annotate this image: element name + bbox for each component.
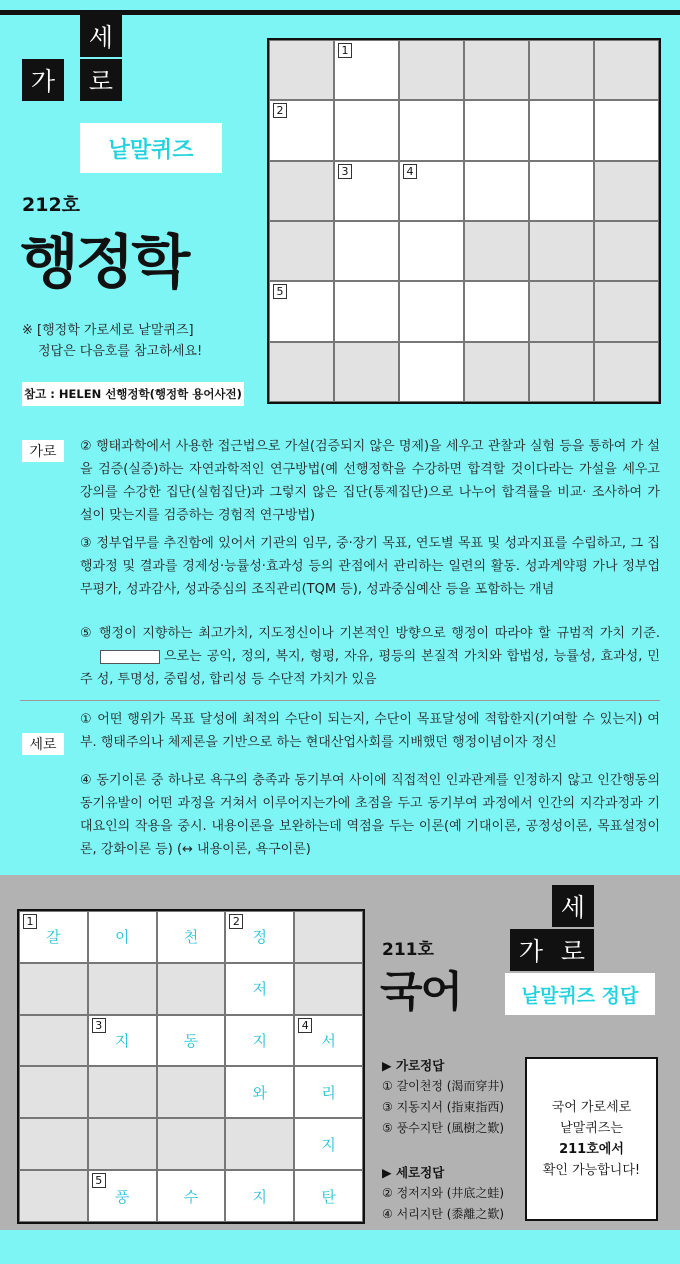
grid-cell[interactable] (529, 100, 594, 160)
across-clue-2: ② 행태과학에서 사용한 접근법으로 가설(검증되지 않은 명제)을 세우고 관찰과 실험 등을 통하여 가 설을 검증(실증)하는 자연과학적인 연구방법(예 선행정학을 수강하면 합격할 것이다라는 가설을 세우고 강의를 수강한 집단(실험집단)과 그렇지 않은 집단(통제집단)으로 나누어 합격률을 비교· 조사하여 가설이 맞는지를 검증하는 경험적 연구방법) (80, 439, 660, 523)
answer-letter: 지 (321, 1135, 336, 1154)
grid-cell (294, 963, 363, 1015)
logo-se: 세 (552, 885, 594, 927)
grid-cell[interactable] (334, 281, 399, 341)
grid-cell[interactable] (399, 100, 464, 160)
logo-ga: 가 (510, 929, 552, 971)
down-answer-heading: ▶ 세로정답 (382, 1165, 445, 1180)
grid-cell (594, 342, 659, 402)
grid-cell (225, 1118, 294, 1170)
note-line-2: 정답은 다음호를 참고하세요! (38, 344, 203, 359)
answer-letter: 지 (252, 1032, 268, 1051)
clue-number: 4 (298, 1018, 312, 1033)
grid-cell (225, 1015, 294, 1067)
grid-cell (294, 911, 363, 963)
grid-cell (19, 911, 88, 963)
down-label: 세로 (22, 733, 64, 755)
grid-cell[interactable] (464, 281, 529, 341)
grid-cell[interactable] (529, 161, 594, 221)
down-answer-2: ② 정저지와 (井底之蛙) (382, 1186, 505, 1200)
grid-cell[interactable] (464, 100, 529, 160)
previous-issue-number: 211호 (382, 940, 434, 960)
across-answer-heading: ▶ 가로정답 (382, 1058, 445, 1073)
grid-cell (269, 40, 334, 100)
page-title: 행정학 (20, 228, 188, 296)
grid-cell (269, 161, 334, 221)
grid-cell[interactable] (399, 161, 464, 221)
grid-cell (294, 1118, 363, 1170)
grid-cell (19, 1066, 88, 1118)
grid-cell (157, 1118, 226, 1170)
clue-number: 4 (403, 164, 417, 179)
grid-cell (529, 221, 594, 281)
grid-cell (399, 40, 464, 100)
natmal-answer-badge: 낱말퀴즈 정답 (505, 973, 655, 1015)
clue-number: 3 (92, 1018, 106, 1033)
grid-cell (269, 221, 334, 281)
clue-number: 2 (229, 914, 243, 929)
across-clue-5-text: ⑤ 행정이 지향하는 최고가치, 지도정신이나 기본적인 방향으로 행정이 따라야 할 규범적 가치 기준. (80, 626, 660, 641)
natmal-quiz-badge: 낱말퀴즈 (80, 123, 222, 173)
grid-cell (88, 963, 157, 1015)
grid-cell (19, 963, 88, 1015)
grid-cell (594, 40, 659, 100)
logo-ro: 로 (552, 929, 594, 971)
across-answer-1: ① 갈이천정 (渴而穿井) (382, 1079, 505, 1093)
across-clue-5-rest: 으로는 공익, 정의, 복지, 형평, 자유, 평등의 본질적 가치와 합법성, 능률성, 효과성, 민주 성, 투명성, 중립성, 합리성 등 수단적 가치가 있음 (80, 649, 660, 687)
grid-cell (529, 40, 594, 100)
grid-cell[interactable] (594, 100, 659, 160)
grid-cell (269, 342, 334, 402)
grid-cell[interactable] (334, 221, 399, 281)
clue-number: 2 (273, 103, 287, 118)
grid-cell (529, 281, 594, 341)
grid-cell (529, 342, 594, 402)
previous-answer-section (0, 875, 680, 1230)
answer-letter: 풍 (114, 1187, 130, 1206)
grid-cell (19, 1170, 88, 1222)
across-answer-3: ③ 지동지서 (指東指西) (382, 1100, 505, 1114)
answer-letter: 천 (183, 928, 199, 947)
answer-blank (100, 650, 160, 664)
grid-cell[interactable] (399, 342, 464, 402)
note-line-1: ※ [행정학 가로세로 낱말퀴즈] (22, 323, 194, 338)
clue-number: 3 (338, 164, 352, 179)
down-answer-4: ④ 서리지탄 (黍離之歎) (382, 1207, 505, 1221)
grid-cell (19, 1015, 88, 1067)
answer-letter: 수 (183, 1187, 199, 1206)
grid-cell (464, 40, 529, 100)
answer-letter: 와 (252, 1083, 268, 1102)
grid-cell[interactable] (269, 281, 334, 341)
across-answer-5: ⑤ 풍수지탄 (風樹之歎) (382, 1121, 505, 1135)
logo-ga: 가 (22, 59, 64, 101)
reference-box: 참고 : HELEN 선행정학(행정학 용어사전) (22, 382, 244, 406)
grid-cell (334, 342, 399, 402)
answer-letter: 동 (183, 1032, 199, 1051)
across-clue-3: ③ 정부업무를 추진함에 있어서 기관의 임무, 중·장기 목표, 연도별 목표 및 성과지표를 수립하고, 그 집행과정 및 결과를 경제성·능률성·효과성 등의 관점에서 관리하는 일련의 활동. 성과계약평 가나 정부업무평가, 성과감사, 성과중심의 조직관리(TQM 등), 성과중심예산 등을 포함하는 개념 (80, 536, 660, 597)
grid-cell (294, 1015, 363, 1067)
down-clue-4: ④ 동기이론 중 하나로 욕구의 충족과 동기부여 사이에 직접적인 인과관계를 인정하지 않고 인간행동의 동기유발이 어떤 과정을 거쳐서 이루어지는가에 초점을 두고 동기부여 과정에서 인간의 지각과정과 기대요인의 작용을 중시. 내용이론을 보완하는데 역점을 두는 이론(예 기대이론, 공정성이론, 목표설정이론, 강화이론 등) (↔ 내용이론, 욕구이론) (80, 773, 660, 857)
answer-letter: 지 (114, 1032, 130, 1051)
info-box (525, 1057, 658, 1221)
grid-cell[interactable] (399, 221, 464, 281)
clue-number: 1 (338, 43, 352, 58)
previous-title: 국어 (380, 967, 462, 1016)
clue-number: 5 (92, 1173, 106, 1188)
grid-cell (464, 342, 529, 402)
grid-cell (225, 1170, 294, 1222)
grid-cell (294, 1066, 363, 1118)
answer-letter: 지 (252, 1187, 268, 1206)
logo-se: 세 (80, 15, 122, 57)
across-answers (382, 1055, 504, 1139)
grid-cell (88, 1170, 157, 1222)
grid-cell (88, 1015, 157, 1067)
info-line-1: 국어 가로세로 (551, 1100, 632, 1115)
answer-letter: 이 (114, 928, 130, 947)
grid-cell[interactable] (334, 161, 399, 221)
footer-band (0, 1230, 680, 1264)
grid-cell[interactable] (399, 281, 464, 341)
grid-cell (225, 963, 294, 1015)
grid-cell[interactable] (269, 100, 334, 160)
grid-cell (157, 963, 226, 1015)
grid-cell (464, 221, 529, 281)
clue-number: 1 (23, 914, 37, 929)
grid-cell (594, 221, 659, 281)
grid-cell (19, 1118, 88, 1170)
crossword-grid (267, 38, 661, 404)
answer-letter: 정 (252, 928, 268, 947)
answer-letter: 리 (321, 1083, 336, 1102)
info-line-2: 낱말퀴즈는 (560, 1121, 623, 1136)
grid-cell (157, 1066, 226, 1118)
answer-letter: 서 (321, 1032, 336, 1051)
grid-cell (88, 911, 157, 963)
answer-letter: 탄 (321, 1187, 336, 1206)
grid-cell (88, 1118, 157, 1170)
grid-cell (225, 911, 294, 963)
previous-crossword-grid (17, 909, 365, 1224)
grid-cell (157, 911, 226, 963)
grid-cell (594, 281, 659, 341)
grid-cell (294, 1170, 363, 1222)
clue-divider (20, 700, 660, 701)
down-answers (382, 1162, 504, 1225)
info-line-3: 211호에서 (559, 1142, 624, 1157)
grid-cell[interactable] (334, 100, 399, 160)
answer-letter: 저 (252, 980, 268, 999)
grid-cell[interactable] (334, 40, 399, 100)
down-clue-1: ① 어떤 행위가 목표 달성에 최적의 수단이 되는지, 수단이 목표달성에 적합한지(기여할 수 있는지) 여부. 행태주의나 체제론을 기반으로 하는 현대산업사회를 지배했던 행정이념이자 정신 (80, 712, 660, 750)
across-label: 가로 (22, 440, 64, 462)
grid-cell (88, 1066, 157, 1118)
grid-cell (157, 1170, 226, 1222)
current-quiz-section (0, 15, 680, 875)
logo-ro: 로 (80, 59, 122, 101)
grid-cell (157, 1015, 226, 1067)
issue-number: 212호 (22, 194, 81, 216)
clue-number: 5 (273, 284, 287, 299)
answer-letter: 갈 (46, 928, 61, 947)
info-line-4: 확인 가능합니다! (542, 1163, 641, 1178)
grid-cell[interactable] (464, 161, 529, 221)
grid-cell (594, 161, 659, 221)
answer-note (22, 320, 202, 362)
grid-cell (225, 1066, 294, 1118)
across-clue-5 (80, 622, 660, 691)
